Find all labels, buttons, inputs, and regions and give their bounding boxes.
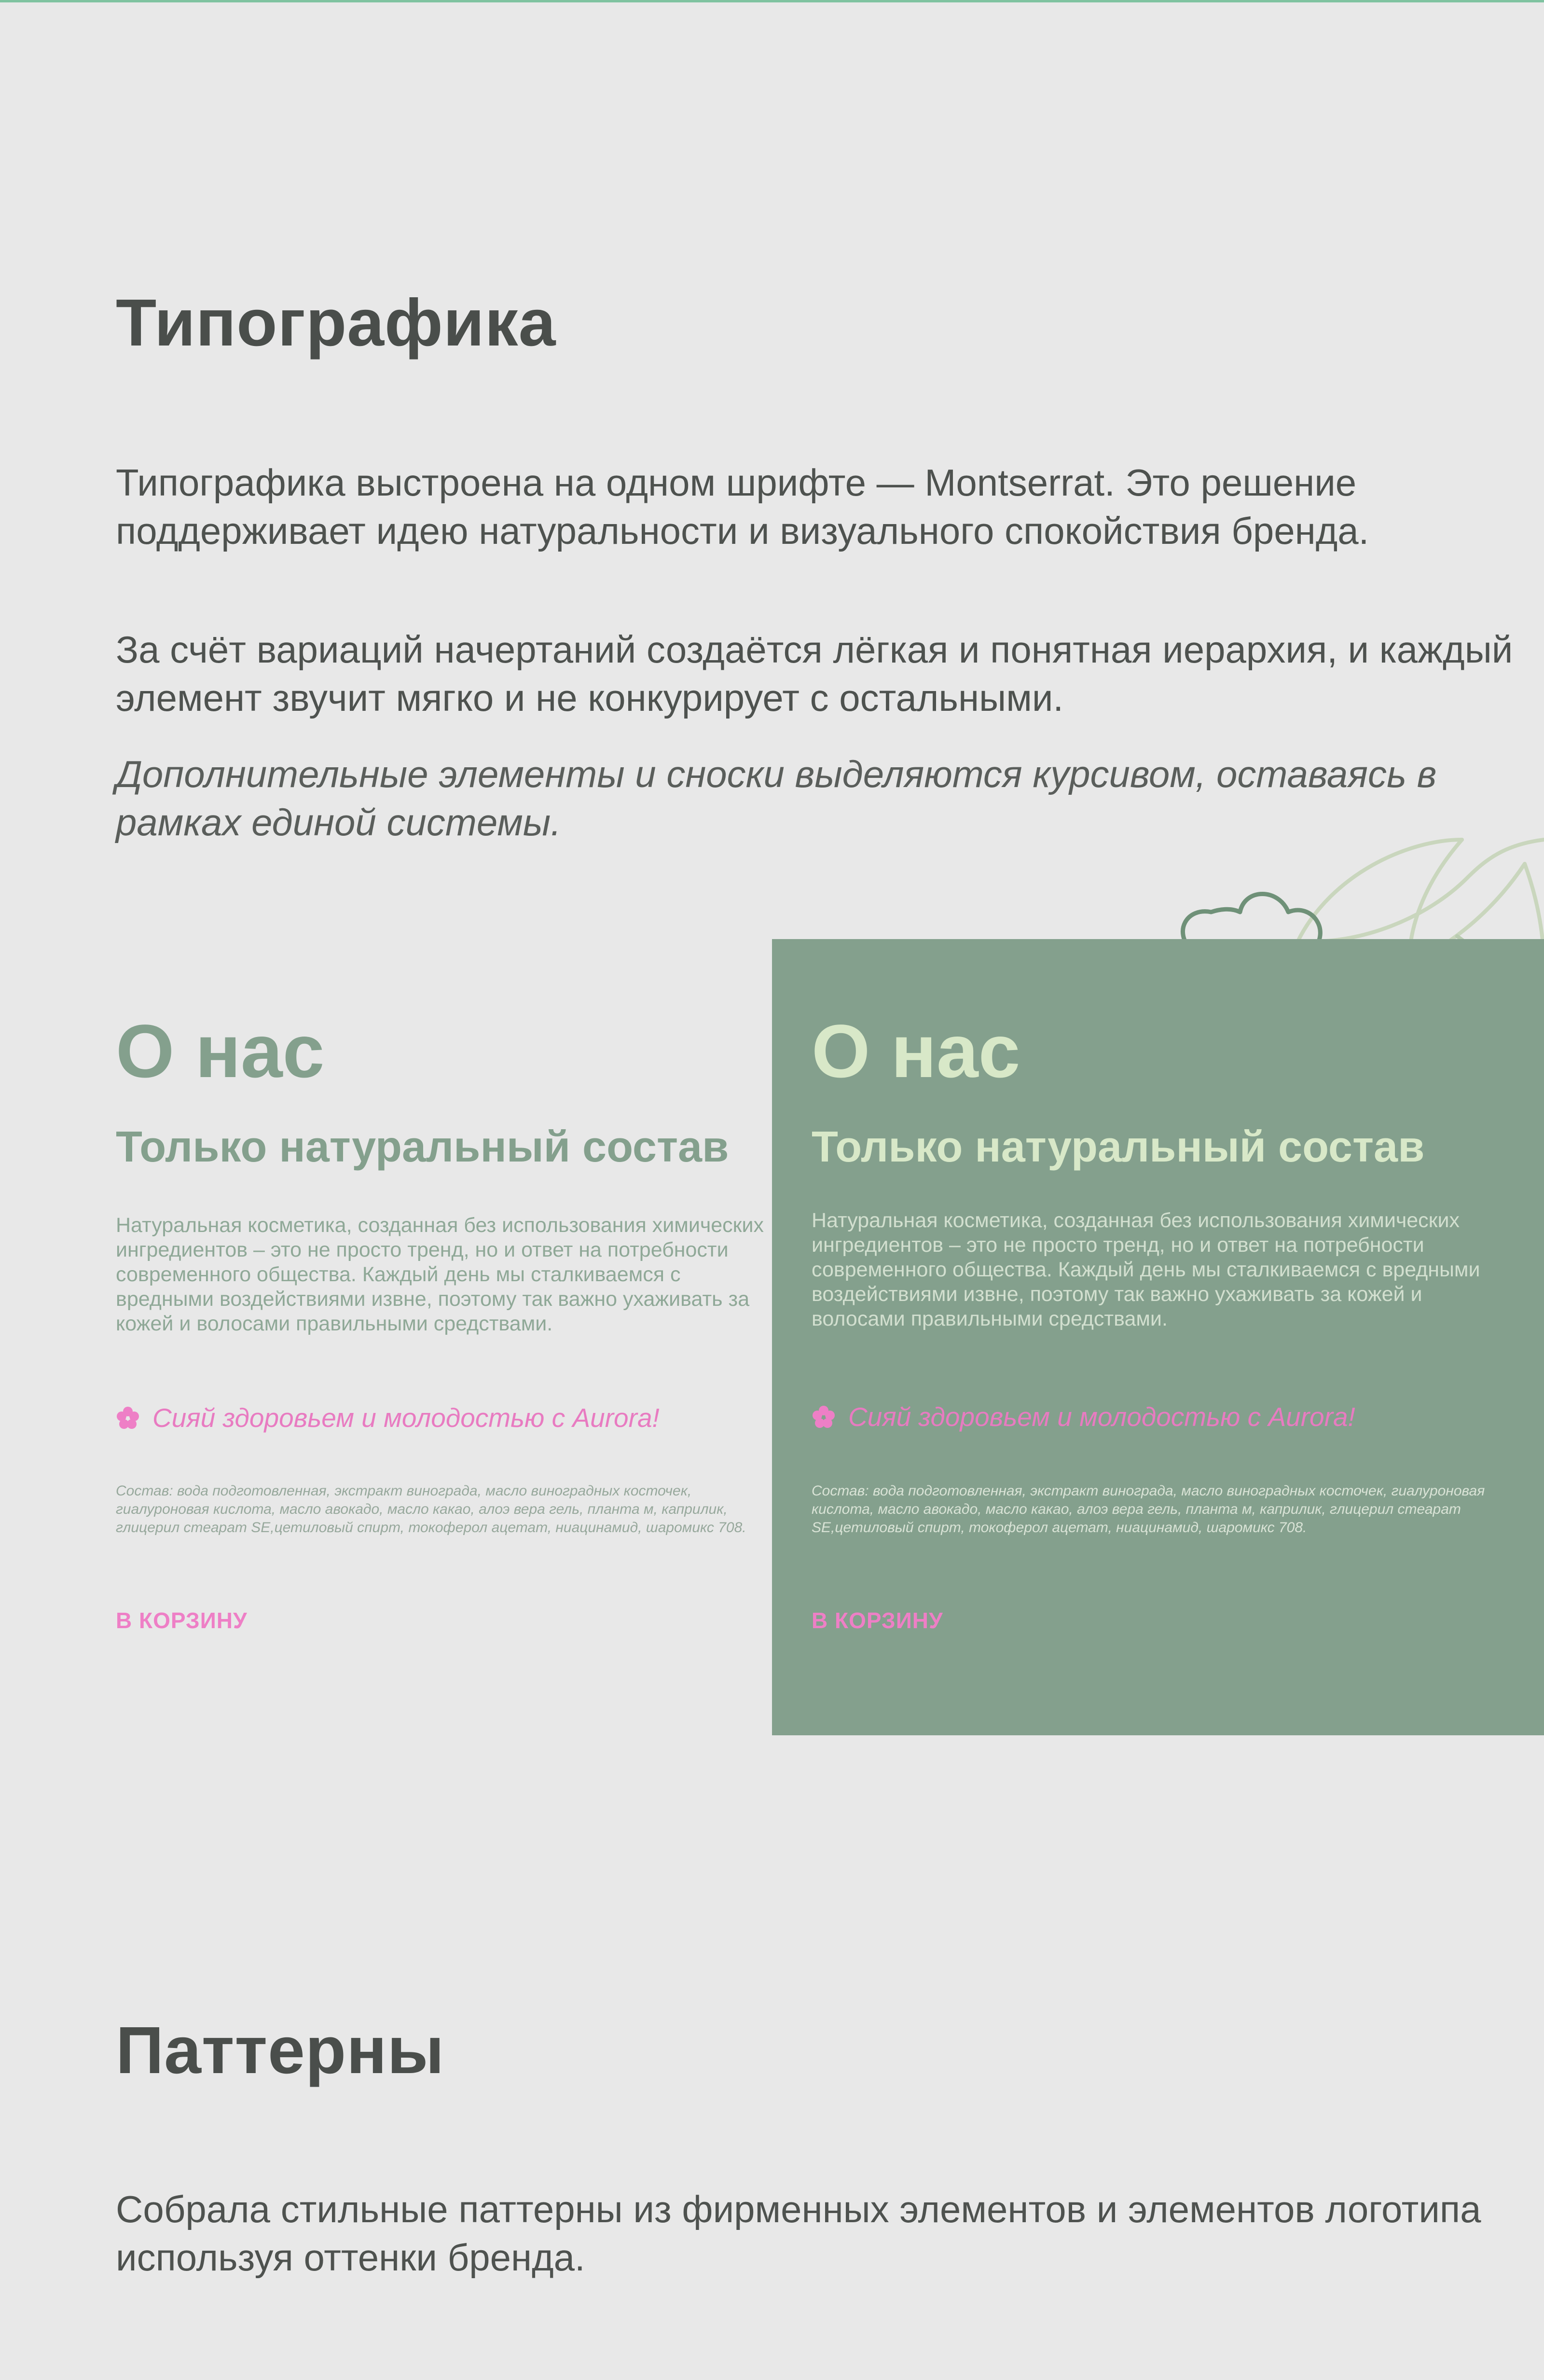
typography-paragraph-2: За счёт вариаций начертаний создаётся лёгкая и понятная иерархия, и каждый элемент звучит мягко и не конкурирует с остальными. (116, 628, 1513, 719)
patterns-title: Паттерны (116, 2013, 445, 2088)
top-accent-line (0, 0, 1544, 2)
about-card-dark (772, 939, 1544, 1735)
patterns-paragraph: Собрала стильные паттерны из фирменных элементов и элементов логотипа используя оттенки бренда. (116, 2188, 1481, 2279)
slogan-row (116, 1402, 660, 1433)
flower-icon (812, 1405, 836, 1429)
slogan-row (812, 1401, 1355, 1432)
ingredients-text: Состав: вода подготовленная, экстракт винограда, масло виноградных косточек, гиалуроновая кислота, масло авокадо, масло какао, алоэ вера гель, планта м, каприлик, глицерил стеарат SE,цетиловый спирт, токоферол ацетат, ниацинамид, шаромикс 708. (116, 1483, 746, 1536)
add-to-cart-button[interactable]: В КОРЗИНУ (812, 1608, 943, 1633)
slogan-text: Сияй здоровьем и молодостью с Aurora! (848, 1402, 1355, 1432)
typography-paragraph-1: Типографика выстроена на одном шрифте — Montserrat. Это решение поддерживает идею натуральности и визуального спокойствия бренда. (116, 461, 1369, 552)
typography-title: Типографика (116, 286, 556, 360)
about-title: О нас (812, 1010, 1020, 1093)
slogan-text: Сияй здоровьем и молодостью с Aurora! (152, 1403, 660, 1433)
about-title: О нас (116, 1010, 325, 1093)
about-body: Натуральная косметика, созданная без использования химических ингредиентов – это не просто тренд, но и ответ на потребности современного общества. Каждый день мы сталкиваемся с вредными воздействиями извне, поэтому так важно ухаживать за кожей и волосами правильными средствами. (116, 1214, 764, 1335)
ingredients-text: Состав: вода подготовленная, экстракт винограда, масло виноградных косточек, гиалуроновая кислота, масло авокадо, масло какао, алоэ вера гель, планта м, каприлик, глицерил стеарат SE,цетиловый спирт, токоферол ацетат, ниацинамид, шаромикс 708. (812, 1483, 1485, 1536)
about-subtitle: Только натуральный состав (116, 1123, 729, 1171)
about-subtitle: Только натуральный состав (812, 1123, 1425, 1171)
add-to-cart-button[interactable]: В КОРЗИНУ (116, 1608, 248, 1633)
about-body: Натуральная косметика, созданная без использования химических ингредиентов – это не просто тренд, но и ответ на потребности современного общества. Каждый день мы сталкиваемся с вредными воздействиями извне, поэтому так важно ухаживать за кожей и волосами правильными средствами. (812, 1209, 1480, 1330)
typography-paragraph-3: Дополнительные элементы и сноски выделяются курсивом, оставаясь в рамках единой системы. (116, 753, 1437, 844)
flower-icon (116, 1406, 140, 1430)
